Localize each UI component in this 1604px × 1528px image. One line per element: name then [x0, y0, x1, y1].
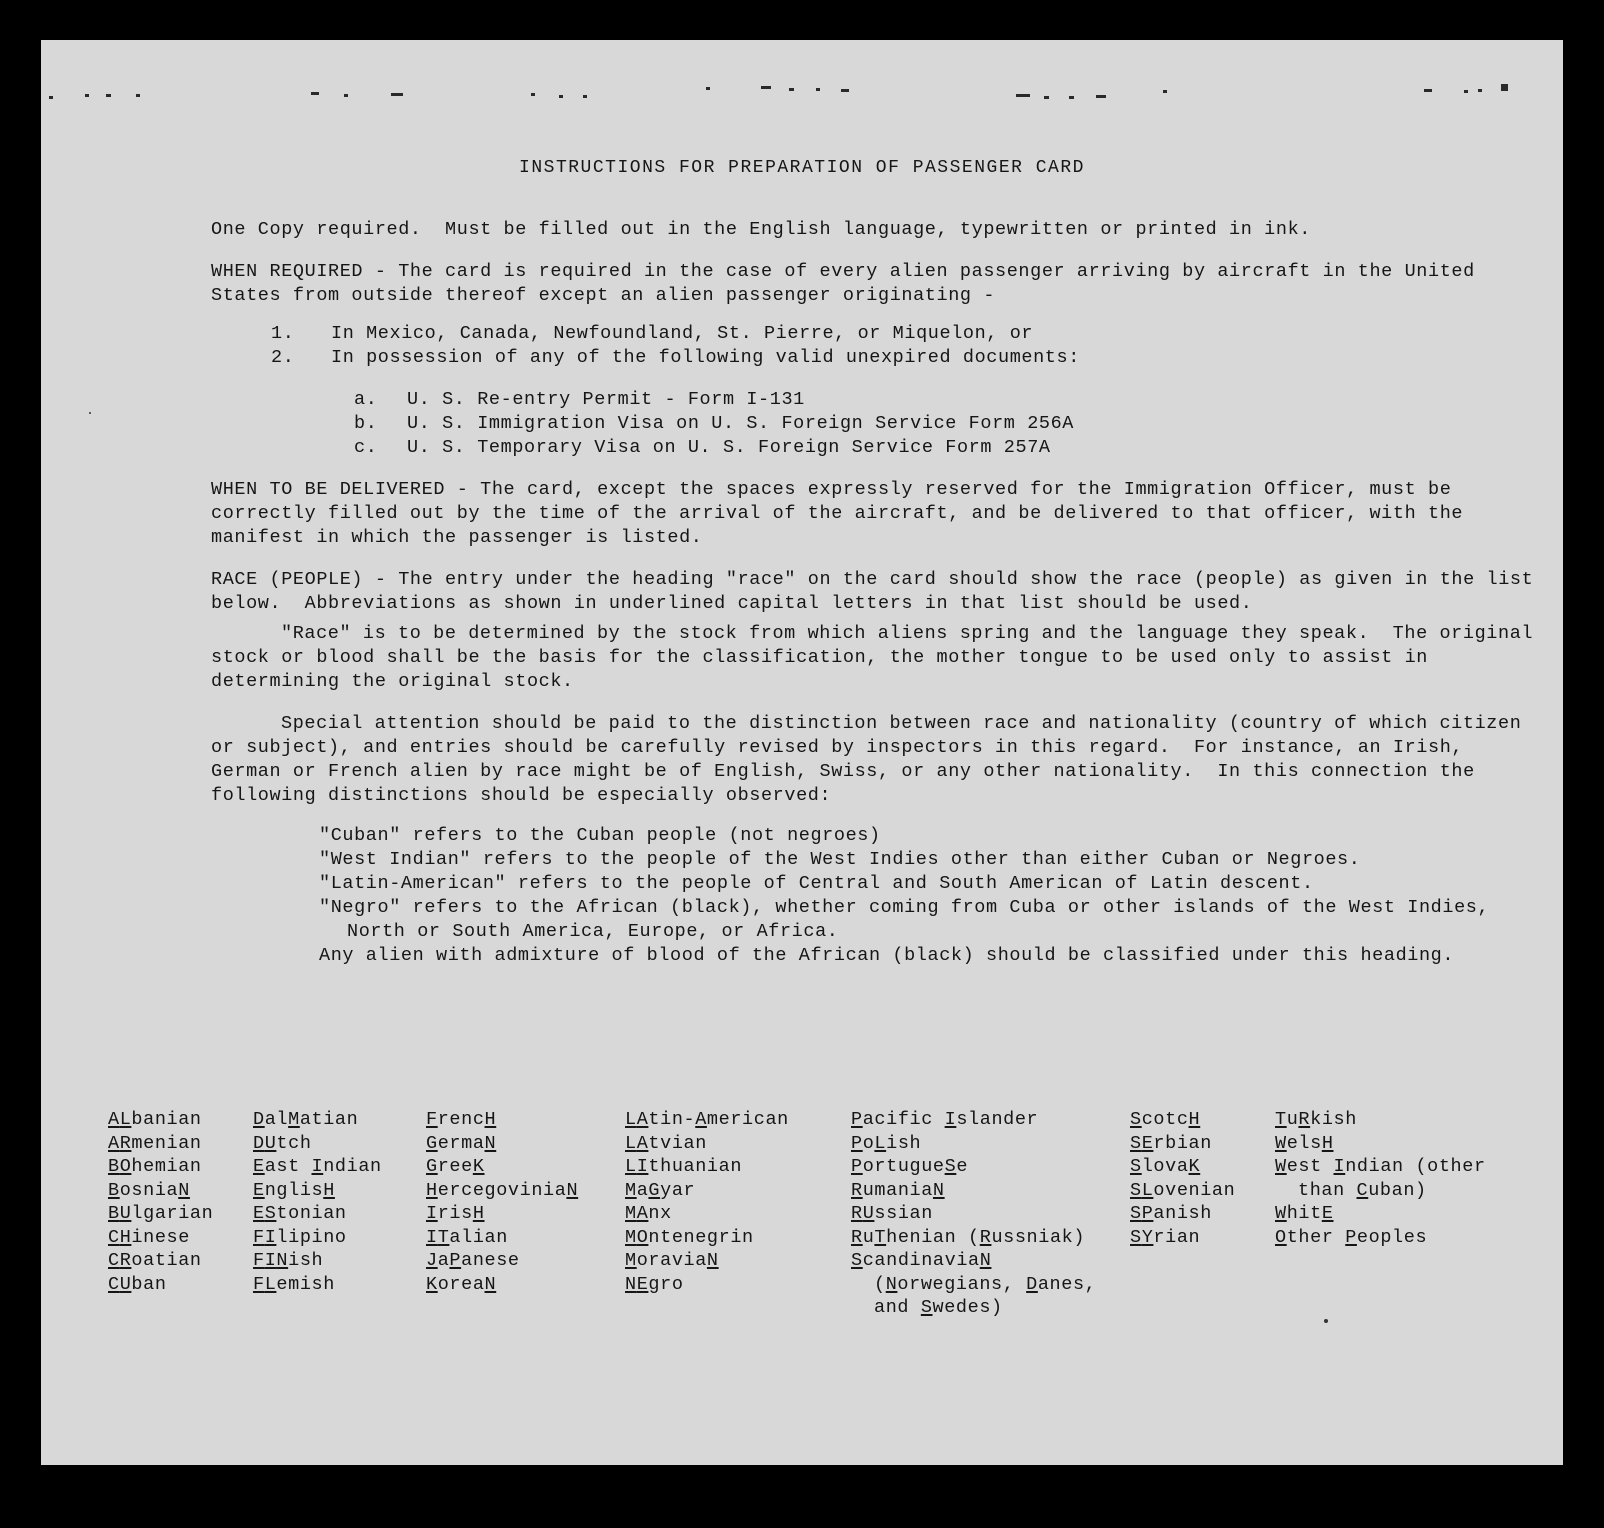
speck [816, 88, 820, 91]
race-item: JaPanese [426, 1250, 520, 1271]
special-attention-paragraph: Special attention should be paid to the distinction between race and nationality (country of which citizen or subject), and entries should be carefully revised by inspectors in this regard. For instance, an Irish, German or French alien by race might be of English, Swiss, or any other nationality. In this connection the following distinctions should be especially observed: [211, 713, 1534, 806]
race-definition-paragraph: "Race" is to be determined by the stock from which aliens spring and the language they speak. The original stock or blood shall be the basis for the classification, the mother tongue to be used only to assist in determining the original stock. [211, 623, 1545, 692]
list-marker: b. [354, 413, 378, 434]
race-item: FLemish [253, 1273, 335, 1295]
race-item: LAtvian [625, 1132, 707, 1154]
race-item: MoraviaN [625, 1250, 719, 1271]
race-item: EStonian [253, 1203, 347, 1224]
speck [391, 93, 403, 96]
speck [136, 94, 140, 97]
speck [761, 86, 771, 89]
list-item: Any alien with admixture of blood of the African (black) should be classified under this heading. [319, 945, 1455, 966]
edge-specks [41, 78, 1563, 108]
list-item: "West Indian" refers to the people of the West Indies other than either Cuban or Negroes. [319, 849, 1361, 870]
race-item: IrisH [426, 1203, 485, 1224]
race-item: ScandinaviaN (Norwegians, Danes, and Swedes) [851, 1250, 1097, 1318]
list-item [211, 436, 1541, 460]
race-item: DalMatian [253, 1109, 359, 1130]
race-item: WelsH [1275, 1132, 1334, 1154]
race-item: CHinese [108, 1226, 190, 1248]
speck [1501, 84, 1508, 91]
race-item: BOhemian [108, 1156, 202, 1177]
list-item [211, 346, 1541, 370]
speck [344, 94, 348, 97]
speck [1324, 1319, 1328, 1323]
list-text: In Mexico, Canada, Newfoundland, St. Pierre, or Miquelon, or [331, 323, 1034, 344]
race-item: TuRkish [1275, 1109, 1357, 1130]
race-item: HercegoviniaN [426, 1179, 579, 1201]
speck [1464, 90, 1468, 93]
race-item: FrencH [426, 1109, 497, 1130]
race-item: RuThenian (Russniak) [851, 1226, 1086, 1248]
race-people-paragraph: RACE (PEOPLE) - The entry under the heading "race" on the card should show the race (people) as given in the list below. Abbreviations as shown in underlined capital letters in that list should be used. [211, 569, 1546, 614]
race-item: WhitE [1275, 1203, 1334, 1224]
intro-paragraph: One Copy required. Must be filled out in the English language, typewritten or printed in ink. [211, 219, 1311, 240]
list-text: In possession of any of the following valid unexpired documents: [331, 347, 1080, 368]
race-item: FINish [253, 1250, 324, 1271]
race-item: CUban [108, 1273, 167, 1295]
speck [311, 92, 319, 95]
list-text: U. S. Re-entry Permit - Form I-131 [407, 389, 805, 410]
list-text: U. S. Temporary Visa on U. S. Foreign Service Form 257A [407, 437, 1051, 458]
race-column-2 [253, 1108, 423, 1296]
race-item: KoreaN [426, 1273, 497, 1295]
race-item: BUlgarian [108, 1203, 214, 1224]
speck [841, 89, 849, 92]
race-column-3 [426, 1108, 616, 1296]
list-marker: 2. [271, 347, 295, 368]
race-item: West Indian (other than Cuban) [1275, 1156, 1486, 1201]
race-item: SPanish [1130, 1203, 1212, 1224]
list-text: U. S. Immigration Visa on U. S. Foreign Service Form 256A [407, 413, 1075, 434]
race-item: SLovenian [1130, 1179, 1236, 1201]
when-required-paragraph: WHEN REQUIRED - The card is required in the case of every alien passenger arriving by aircraft in the United States from outside thereof except an alien passenger originating - [211, 261, 1487, 306]
list-item: "Latin-American" refers to the people of Central and South American of Latin descent. [319, 873, 1314, 894]
speck [1163, 90, 1167, 93]
speck [49, 96, 53, 99]
race-item: CRoatian [108, 1250, 202, 1271]
speck [1016, 94, 1030, 97]
documents-list [211, 388, 1541, 460]
race-column-7 [1275, 1108, 1535, 1249]
speck [789, 88, 794, 91]
speck [1424, 89, 1432, 92]
race-column-4 [625, 1108, 845, 1296]
speck [583, 95, 587, 98]
race-item: MaGyar [625, 1179, 696, 1201]
speck [1044, 96, 1049, 99]
race-item: Other Peoples [1275, 1226, 1428, 1248]
exception-list [211, 322, 1541, 370]
list-marker: 1. [271, 323, 295, 344]
speck [106, 94, 111, 97]
race-item: GreeK [426, 1156, 485, 1177]
page-title: INSTRUCTIONS FOR PREPARATION OF PASSENGER CARD [519, 158, 1085, 178]
race-item: MOntenegrin [625, 1226, 754, 1248]
race-item: RUssian [851, 1203, 933, 1224]
race-item: LAtin-American [625, 1109, 789, 1130]
list-item [211, 412, 1541, 436]
speck [89, 412, 91, 414]
race-item: ScotcH [1130, 1109, 1201, 1130]
list-marker: c. [354, 437, 378, 458]
speck [559, 95, 563, 98]
race-item: SErbian [1130, 1132, 1212, 1154]
speck [85, 94, 89, 97]
race-item: SlovaK [1130, 1156, 1201, 1177]
when-delivered-paragraph: WHEN TO BE DELIVERED - The card, except the spaces expressly reserved for the Immigration Officer, must be correctly filled out by the time of the arrival of the aircraft, and be delivered to that officer, with the manifest in which the passenger is listed. [211, 479, 1475, 548]
speck [531, 93, 535, 96]
race-item: DUtch [253, 1132, 312, 1154]
race-column-1 [108, 1108, 248, 1296]
race-column-5 [851, 1108, 1111, 1320]
speck [1069, 96, 1074, 99]
list-item [211, 388, 1541, 412]
race-item: ITalian [426, 1226, 508, 1248]
speck [1096, 95, 1106, 98]
list-item: "Cuban" refers to the Cuban people (not negroes) [319, 825, 881, 846]
race-item: LIthuanian [625, 1156, 743, 1177]
race-item: FIlipino [253, 1226, 347, 1248]
race-item: EnglisH [253, 1179, 335, 1201]
race-column-6 [1130, 1108, 1265, 1249]
list-item [211, 322, 1541, 346]
race-item: ALbanian [108, 1109, 202, 1130]
race-item: East Indian [253, 1156, 382, 1177]
instructions-body [211, 218, 1546, 968]
race-item: NEgro [625, 1273, 684, 1295]
race-item: RumaniaN [851, 1179, 945, 1201]
race-item: SYrian [1130, 1226, 1201, 1248]
race-item: BosniaN [108, 1179, 190, 1201]
speck [1478, 89, 1482, 92]
race-item: PortugueSe [851, 1156, 969, 1177]
race-item: ARmenian [108, 1132, 202, 1154]
speck [706, 87, 710, 90]
race-item: MAnx [625, 1203, 672, 1224]
list-marker: a. [354, 389, 378, 410]
race-item: Pacific Islander [851, 1109, 1039, 1130]
race-item: GermaN [426, 1132, 497, 1154]
race-item: PoLish [851, 1132, 922, 1154]
list-item: "Negro" refers to the African (black), whether coming from Cuba or other islands of the West Indies, North or South America, Europe, or Africa. [319, 897, 1490, 942]
distinctions-list [211, 824, 1541, 968]
document-page [41, 40, 1563, 1465]
